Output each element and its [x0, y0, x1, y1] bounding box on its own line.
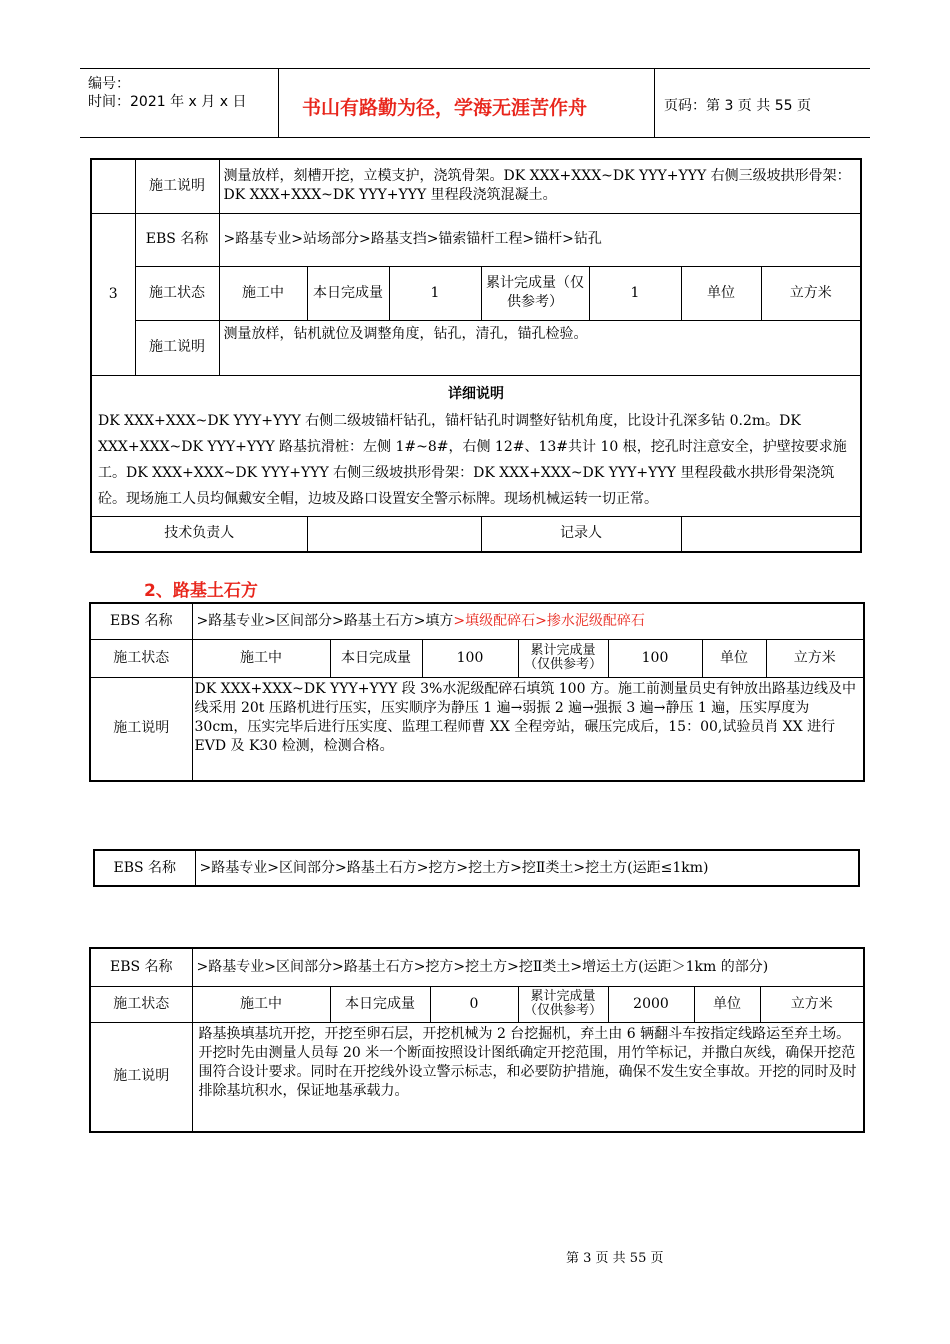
- motto: 书山有路勤为径，学海无涯苦作舟: [302, 97, 588, 119]
- today-value: 0: [430, 986, 518, 1022]
- unit-label: 单位: [681, 266, 761, 320]
- ebs-value-black: >路基专业>区间部分>路基土石方>填方: [196, 612, 454, 629]
- serial-label: 编号：: [88, 76, 130, 92]
- page-label: 页码：第 3 页 共 55 页: [664, 98, 811, 114]
- desc-label: 施工说明: [90, 1022, 192, 1132]
- desc-text: 测量放样，钻机就位及调整角度，钻孔，清孔，锚孔检验。: [219, 320, 861, 375]
- tech-value: [307, 516, 481, 552]
- unit-value: 立方米: [766, 639, 864, 677]
- unit-label: 单位: [694, 986, 760, 1022]
- recorder-label: 记录人: [481, 516, 681, 552]
- desc-label-a: 施工说明: [135, 159, 219, 213]
- status-label: 施工状态: [90, 639, 192, 677]
- tech-label: 技术负责人: [91, 516, 307, 552]
- ebs-label: EBS 名称: [90, 603, 192, 639]
- ebs-value: >路基专业>区间部分>路基土石方>挖方>挖土方>挖Ⅱ类土>增运土方(运距＞1km 的部分): [192, 948, 864, 986]
- desc-label: 施工说明: [90, 677, 192, 781]
- detail-title: 详细说明: [448, 385, 504, 402]
- row-number: 3: [91, 213, 135, 375]
- status-label: 施工状态: [90, 986, 192, 1022]
- ebs-label: EBS 名称: [135, 213, 219, 266]
- recorder-value: [681, 516, 861, 552]
- ebs-value-red: >填级配碎石>掺水泥级配碎石: [453, 612, 645, 629]
- ebs-label: EBS 名称: [90, 948, 192, 986]
- page-header: [80, 68, 870, 138]
- cumulative-value: 2000: [608, 986, 694, 1022]
- table-fill: [89, 602, 865, 782]
- table-excavate: [93, 849, 860, 887]
- unit-label: 单位: [702, 639, 766, 677]
- cumulative-label: 累计完成量（仅供参考）: [481, 266, 589, 320]
- desc-text: 路基换填基坑开挖，开挖至卵石层，开挖机械为 2 台挖掘机，弃土由 6 辆翻斗车按指定线路运至弃土场。开挖时先由测量人员每 20 米一个断面按照设计图纸确定开挖范围，用竹竿标记，并撒白灰线，确保开挖范围符合设计要求。同时在开挖线外设立警示标志，和必要防护措施，确保不发生安全事故。开挖的同时及时排除基坑积水，保证地基承载力。: [192, 1022, 864, 1132]
- status-value: 施工中: [192, 639, 330, 677]
- desc-label: 施工说明: [135, 320, 219, 375]
- cumulative-value: 100: [608, 639, 702, 677]
- today-value: 1: [389, 266, 481, 320]
- status-value: 施工中: [219, 266, 307, 320]
- status-label: 施工状态: [135, 266, 219, 320]
- detail-text: DK XXX+XXX~DK YYY+YYY 右侧二级坡锚杆钻孔，锚杆钻孔时调整好钻机角度，比设计孔深多钻 0.2m。DK XXX+XXX~DK YYY+YYY 路基抗滑桩：左侧 1#~8#，右侧 12#、13#共计 10 根，挖孔时注意安全，护壁按要求施工。DK XXX+XXX~DK YYY+YYY 右侧三级坡拱形骨架：DK XXX+XXX~DK YYY+YYY 里程段截水拱形骨架浇筑砼。现场施工人员均佩戴安全帽，边坡及路口设置安全警示标牌。现场机械运转一切正常。: [98, 412, 847, 507]
- page-footer: 第 3 页 共 55 页: [566, 1251, 664, 1266]
- cumulative-label: 累计完成量（仅供参考）: [518, 639, 608, 677]
- section-heading: 2、路基土石方: [144, 581, 258, 601]
- ebs-value: [192, 603, 864, 639]
- desc-text-a: 测量放样，刻槽开挖，立模支护，浇筑骨架。DK XXX+XXX~DK YYY+YYY 右侧三级坡拱形骨架：DK XXX+XXX~DK YYY+YYY 里程段浇筑混凝土。: [219, 159, 861, 213]
- today-label: 本日完成量: [330, 986, 430, 1022]
- time-label: 时间：2021 年 x 月 x 日: [88, 94, 247, 110]
- detail-cell: [91, 375, 861, 516]
- cumulative-label: 累计完成量（仅供参考）: [518, 986, 608, 1022]
- header-divider-right: [654, 69, 655, 137]
- today-label: 本日完成量: [330, 639, 422, 677]
- row-number-cell-empty: [91, 159, 135, 213]
- ebs-label: EBS 名称: [94, 850, 195, 886]
- desc-text: DK XXX+XXX~DK YYY+YYY 段 3%水泥级配碎石填筑 100 方。施工前测量员史有钟放出路基边线及中线采用 20t 压路机进行压实，压实顺序为静压 1 遍→弱振 2 遍→强振 3 遍→静压 1 遍，压实厚度为 30cm，压实完毕后进行压实度、监理工程师曹 XX 全程旁站，碾压完成后，15：00,试验员肖 XX 进行 EVD 及 K30 检测，检测合格。: [192, 677, 864, 781]
- table-drilling: [90, 158, 862, 553]
- table-haul: [89, 947, 865, 1133]
- cumulative-value: 1: [589, 266, 681, 320]
- today-label: 本日完成量: [307, 266, 389, 320]
- ebs-value: >路基专业>站场部分>路基支挡>锚索锚杆工程>锚杆>钻孔: [219, 213, 861, 266]
- today-value: 100: [422, 639, 518, 677]
- unit-value: 立方米: [761, 266, 861, 320]
- ebs-value: >路基专业>区间部分>路基土石方>挖方>挖土方>挖Ⅱ类土>挖土方(运距≤1km): [195, 850, 859, 886]
- header-divider-left: [278, 69, 279, 137]
- unit-value: 立方米: [760, 986, 864, 1022]
- status-value: 施工中: [192, 986, 330, 1022]
